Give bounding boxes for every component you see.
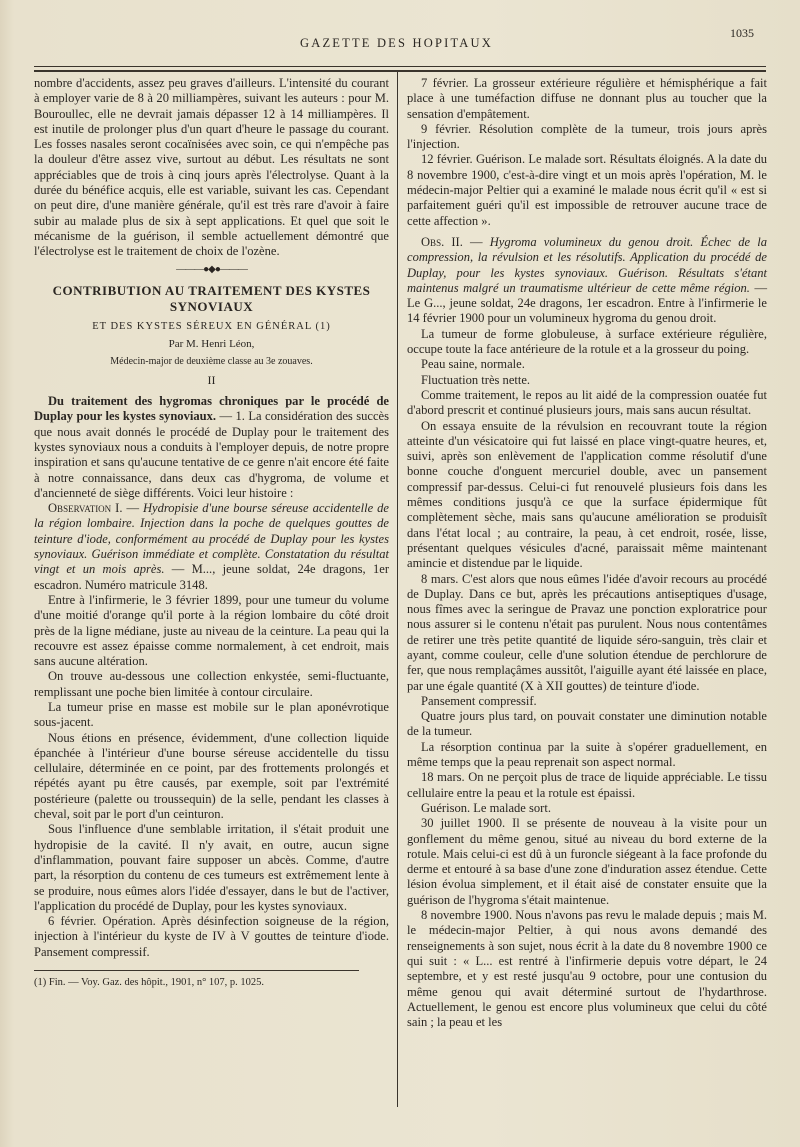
observation-1-summary: Hydropisie d'une bourse séreuse accidentelle de la région lombaire. Injection dans la poche de quelques gouttes de teinture d'iode, conformément au procédé de Duplay pour les kystes synoviaux. Guérison immédiate et complète. Constatation du résultat vingt et un mois après. <box>34 501 389 577</box>
paragraph: 12 février. Guérison. Le malade sort. Résultats éloignés. A la date du 8 novembre 1900, c'est-à-dire vingt et un mois après l'opération, M. le médecin-major Peltier qui a examiné le malade nous écrit qu'il « est si parfaitement guéri qu'il est impossible de retrouver aucune trace de cette affection ». <box>407 152 767 228</box>
header-rule-thick <box>34 70 766 72</box>
section-ornament: ———●◆●——— <box>176 263 247 275</box>
section-lead: Du traitement des hygromas chroniques par le procédé de Duplay pour les kystes synoviaux. <box>34 394 389 424</box>
paragraph: Peau saine, normale. <box>421 357 525 372</box>
journal-title: GAZETTE DES HOPITAUX <box>300 36 493 50</box>
section-text: — 1. La considération des succès que nous avait donnés le procédé de Duplay pour le traitement des kystes synoviaux nous a conduits à l'employer depuis, de notre propre inspiration et sans qu'aucune tentative de ce genre n'ait encore été faite à notre connaissance, dans deux cas d'hygroma, de volume et d'ancienneté de siège différents. Voici leur histoire : <box>34 409 390 500</box>
paragraph: Guérison. Le malade sort. <box>421 800 551 815</box>
article-subtitle: ET DES KYSTES SÉREUX EN GÉNÉRAL (1) <box>92 320 331 332</box>
paragraph: Comme traitement, le repos au lit aidé de la compression ouatée fut d'abord prescrit et continué plusieurs jours, mais sans aucun résultat. <box>407 387 767 418</box>
observation-1-label: Observation I. <box>48 501 123 516</box>
author-line: Par M. Henri Léon, <box>168 338 255 351</box>
observation-1-text: — M..., jeune soldat, 24e dragons, 1er escadron. Numéro matricule 3148. <box>34 562 389 592</box>
intro-paragraph: nombre d'accidents, assez peu graves d'ailleurs. L'intensité du courant à employer varie de 8 à 20 milliampères, suivant les auteurs : pour M. Bouroullec, elle ne devrait jamais dépasser 12 à 14 milliampères. Il est inutile de prolonger plus d'un quart d'heure le passage du courant. Les fosses nasales seront cocaïnisées avec soin, ce qui n'empêche pas la douleur d'être assez vive, surtout au début. Les résultats ne sont appréciables que de trois à cinq jours après l'électrolyse. Quant à la durée du bénéfice acquis, elle est variable, suivant les cas. Cependant on peut dire, d'une manière générale, qu'il est très rare d'avoir à faire subir au malade plus de six à sept applications. Et quel que soit le mécanisme de la guérison, il semble actuellement démontré que l'électrolyse est le traitement de choix de l'ozène. <box>34 76 389 259</box>
footnote-rule <box>34 970 359 971</box>
paragraph: On essaya ensuite de la révulsion en recouvrant toute la région atteinte d'un vésicatoire qui fut laissé en place vingt-quatre heures, et, suivi, après son enlèvement de l'application comme résolutif d'une bonne couche d'onguent mercuriel double, avec un pansement compressif par-dessus. Celui-ci fut renouvelé plusieurs fois dans les mêmes conditions jusqu'à ce que la surface épidermique fût complètement sèche, mais sans qu'aucune amélioration se produisît dans l'état local ; au contraire, la peau, à cet endroit, rosée, lisse, présentant quelques vésicules d'acné, paraissait même maintenant amincie et distendue par le liquide. <box>407 418 767 571</box>
column-divider <box>397 72 398 1107</box>
paragraph: Sous l'influence d'une semblable irritation, il s'était produit une hydropisie de la cavité. Il n'y avait, en outre, aucun signe d'inflammation, pouvant faire supposer un abcès. Comme, d'autre part, la résorption du contenu de ces tumeurs est extrêmement lente à se produire, nous eûmes alors l'idée d'essayer, dans le but de l'activer, l'application du procédé de Duplay, pour les kystes synoviaux. <box>34 822 389 913</box>
paragraph: On trouve au-dessous une collection enkystée, semi-fluctuante, remplissant une poche bien limitée à contour circulaire. <box>34 669 389 699</box>
paragraph: Nous étions en présence, évidemment, d'une collection liquide épanchée à l'intérieur d'une bourse séreuse accidentelle du tissu cellulaire, déterminée en ce point, par des frottements prolongés et répétés ayant pu être causés, par exemple, soit par l'extrémité postérieure (palette ou troussequin) de la selle, pendant les classes à cheval, soit par le port d'un ceinturon. <box>34 730 389 822</box>
observation-2-text: — Le G..., jeune soldat, 24e dragons, 1er escadron. Entre à l'infirmerie le 14 février 1900 pour un volumineux hygroma du genou droit. <box>407 280 767 326</box>
paragraph: 9 février. Résolution complète de la tumeur, trois jours après l'injection. <box>407 121 767 152</box>
observation-2: Obs. II. — Hygroma volumineux du genou droit. Échec de la compression, la révulsion et les résolutifs. Application du procédé de Duplay, pour les kystes synoviaux. Guérison. Résultats s'étant maintenus malgré un traumatisme ultérieur de cette même région. — Le G..., jeune soldat, 24e dragons, 1er escadron. Entre à l'infirmerie le 14 février 1900 pour un volumineux hygroma du genou droit. <box>407 234 767 326</box>
paragraph: La tumeur prise en masse est mobile sur le plan aponévrotique sous-jacent. <box>34 699 389 730</box>
section-number: II <box>207 372 216 387</box>
running-head <box>0 22 800 52</box>
paragraph: Fluctuation très nette. <box>421 372 531 387</box>
paragraph: 6 février. Opération. Après désinfection soigneuse de la région, injection à l'intérieur du kyste de IV à V gouttes de teinture d'iode. Pansement compressif. <box>34 914 389 959</box>
paragraph: 8 mars. C'est alors que nous eûmes l'idée d'avoir recours au procédé de Duplay. Dans ce but, après les précautions antiseptiques d'usage, nous fîmes avec la seringue de Pravaz une ponction exploratrice pour nous assurer si le contenu n'était pas purulent. Nous nous contentâmes de retirer une très petite quantité de liquide séro-sanguin, très clair et ayant, comme couleur, celle d'une solution étendue de perchlorure de fer, que nous remplaçâmes aussitôt, l'aiguille ayant été laissée en place, par une égale quantité (X à XII gouttes) de teinture d'iode. <box>407 571 767 693</box>
paragraph: Pansement compressif. <box>421 693 537 708</box>
paragraph: 8 novembre 1900. Nous n'avons pas revu le malade depuis ; mais M. le médecin-major Peltier, à qui nous avons demandé des renseignements à son sujet, nous écrit à la date du 8 novembre 1900 ce qui suit : « L... est rentré à l'infirmerie depuis votre départ, le 24 septembre, et y est resté jusqu'au 9 octobre, pour une contusion du même genou qui avait déterminé surtout de l'hydarthrose. Actuellement, le genou est encore plus volumineux que celui du côté sain ; la peau et les <box>407 908 767 1030</box>
paragraph: La tumeur de forme globuleuse, à surface extérieure régulière, occupe toute la face antérieure de la rotule et a la grosseur du poing. <box>407 326 767 357</box>
left-column <box>34 76 389 990</box>
author-role: Médecin-major de deuxième classe au 3e zouaves. <box>110 356 313 368</box>
footnote: (1) Fin. — Voy. Gaz. des hôpit., 1901, n° 107, p. 1025. <box>34 977 265 989</box>
observation-2-summary: Hygroma volumineux du genou droit. Échec de la compression, la révulsion et les résolutifs. Application du procédé de Duplay, pour les kystes synoviaux. Guérison. Résultats s'étant maintenus malgré un traumatisme ultérieur de cette même région. <box>407 234 767 295</box>
paragraph: Quatre jours plus tard, on pouvait constater une diminution notable de la tumeur. <box>407 709 767 739</box>
paragraph: 30 juillet 1900. Il se présente de nouveau à la visite pour un gonflement du même genou, situé au niveau du bord externe de la rotule. Mais celui-ci est dû à un furoncle siégeant à la face profonde du derme et entouré à sa base d'une zone d'induration assez étendue. Cette lésion évolua simplement, et il était aisé de constater ensuite que la guérison de l'hygroma s'était maintenue. <box>407 816 767 907</box>
page-number: 1035 <box>730 26 754 40</box>
right-column <box>407 76 767 1030</box>
paragraph: La résorption continua par la suite à s'opérer graduellement, en même temps que la peau reprenait son aspect normal. <box>407 739 767 770</box>
observation-1: Observation I. — Hydropisie d'une bourse séreuse accidentelle de la région lombaire. Injection dans la poche de quelques gouttes de teinture d'iode, conformément au procédé de Duplay pour les kystes synoviaux. Guérison immédiate et complète. Constatation du résultat vingt et un mois après. — M..., jeune soldat, 24e dragons, 1er escadron. Numéro matricule 3148. <box>34 501 389 592</box>
article-title: CONTRIBUTION AU TRAITEMENT DES KYSTES SYNOVIAUX <box>52 282 371 314</box>
paragraph: 7 février. La grosseur extérieure régulière et hémisphérique a fait place à une tuméfaction diffuse ne donnant plus au toucher que la sensation d'empâtement. <box>407 76 767 121</box>
header-rule <box>34 66 766 67</box>
observation-2-label: Obs. II. <box>421 234 463 249</box>
paragraph: 18 mars. On ne perçoit plus de trace de liquide appréciable. Le tissu cellulaire entre la peau et la rotule est épaissi. <box>407 770 767 800</box>
section-intro <box>34 394 389 501</box>
paragraph: Entre à l'infirmerie, le 3 février 1899, pour une tumeur du volume d'une moitié d'orange qu'il porte à la région lombaire du côté droit près de la ligne médiane, juste au niveau de la ceinture. La peau qui la recouvre est assez épaisse comme normalement, à cet endroit, mais sans aucune altération. <box>34 592 389 669</box>
